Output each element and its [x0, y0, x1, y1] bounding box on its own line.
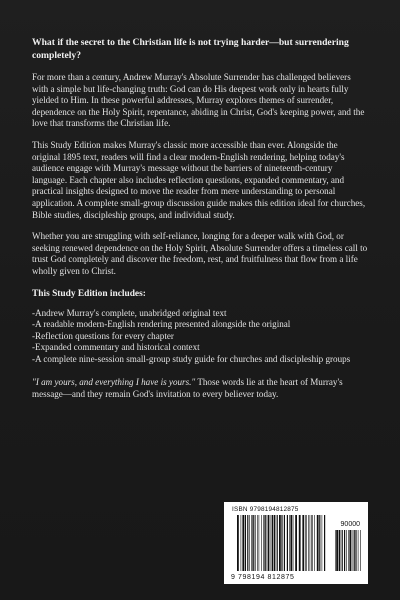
barcode-bar — [311, 515, 312, 571]
barcode-bar — [287, 515, 288, 571]
includes-item: -Reflection questions for every chapter — [32, 330, 174, 341]
barcode-bar — [305, 515, 306, 571]
barcode-bar — [360, 530, 361, 571]
quote-italic: "I am yours, and everything I have is yours." — [32, 377, 196, 388]
barcode-bar — [310, 515, 311, 571]
barcode-bar — [335, 530, 336, 571]
barcode-bar — [263, 515, 264, 571]
barcode-bar — [279, 515, 281, 571]
barcode-icon — [236, 515, 328, 571]
barcode-bar — [265, 515, 266, 571]
barcode-bar — [290, 515, 292, 571]
description-paragraph-2: This Study Edition makes Murray's classic more accessible than ever. Alongside the original 1895 text, readers will find a clear modern-English rendering, helping today's audience engage with Murray's message without the barriers of nineteenth-century language. Each chapter also includes reflection questions, expanded commentary, and practical insights designed to move the reader from mere understanding to personal application. A complete small-group discussion guide makes this edition ideal for churches, Bible studies, discipleship groups, and individual study. — [32, 139, 366, 220]
barcode-bar — [259, 515, 260, 571]
barcode-bar — [342, 530, 343, 571]
barcode-bar — [255, 515, 256, 571]
barcode-bar — [277, 515, 278, 571]
barcode-bar — [349, 530, 351, 571]
barcode-bar — [324, 515, 325, 571]
barcode-bar — [302, 515, 304, 571]
includes-item: -A complete nine-session small-group study guide for churches and discipleship groups — [32, 353, 351, 364]
barcode-bar — [354, 530, 355, 571]
barcode-bar — [299, 515, 301, 571]
barcode-bar — [241, 515, 242, 571]
barcode-bar — [257, 515, 258, 571]
barcode-bar — [251, 515, 252, 571]
barcode-bar — [336, 530, 338, 571]
includes-item: -Andrew Murray's complete, unabridged original text — [32, 307, 227, 318]
barcode-bar — [308, 515, 309, 571]
barcode-bar — [289, 515, 290, 571]
barcode-bar — [339, 530, 341, 571]
barcode-bar — [253, 515, 254, 571]
barcode-bar — [352, 530, 353, 571]
includes-item: -Expanded commentary and historical context — [32, 342, 200, 353]
barcode-bar — [237, 515, 239, 571]
barcode-bar — [247, 515, 248, 571]
barcode-bar — [346, 530, 347, 571]
barcode-bar — [348, 530, 349, 571]
barcode-bar — [319, 515, 320, 571]
barcode-bar — [293, 515, 294, 571]
barcode-bar — [271, 515, 272, 571]
includes-title: This Study Edition includes: — [32, 288, 146, 299]
barcode-bar — [281, 515, 282, 571]
barcode-bar — [317, 515, 319, 571]
closing-quote — [32, 377, 368, 400]
barcode-bar — [245, 515, 246, 571]
barcode-bar — [322, 515, 323, 571]
barcode-bar — [355, 530, 356, 571]
addon-barcode-icon — [334, 530, 362, 571]
description-paragraph-1: For more than a century, Andrew Murray's Absolute Surrender has challenged believers with a simple but life-changing truth: God can do His deepest work only in hearts fully yielded to Him. In these powerful addresses, Murray explores themes of surrender, dependence on the Holy Spirit, repentance, abiding in Christ, God's keeping power, and the love that transforms the Christian life. — [32, 72, 365, 129]
headline: What if the secret to the Christian life is not trying harder—but surrendering completely? — [32, 37, 349, 61]
description-paragraph-3: Whether you are struggling with self-reliance, longing for a deeper walk with God, or seeking renewed dependence on the Holy Spirit, Absolute Surrender offers a timeless call to trust God completely and discover the freedom, rest, and fruitfulness that flow from a life wholly given to Christ. — [32, 231, 368, 276]
barcode-bar — [314, 515, 315, 571]
barcode-bar — [284, 515, 285, 571]
barcode-bar — [242, 515, 244, 571]
barcode-digits: 9 798194 812875 — [231, 574, 295, 581]
includes-list — [32, 308, 368, 366]
barcode-box — [224, 502, 368, 584]
includes-item: -A readable modern-English rendering presented alongside the original — [32, 319, 291, 330]
quote-rest: Those words lie at the heart of Murray's message—and they remain God's invitation to every believer today. — [32, 377, 343, 400]
barcode-bar — [268, 515, 270, 571]
isbn-label: ISBN 9798194812875 — [232, 506, 299, 513]
barcode-bar — [272, 515, 273, 571]
barcode-bar — [274, 515, 276, 571]
barcode-bar — [261, 515, 262, 571]
barcode-bar — [358, 530, 359, 571]
price-code: 90000 — [340, 521, 360, 528]
barcode-bar — [344, 530, 345, 571]
barcode-bar — [295, 515, 297, 571]
barcode-bar — [249, 515, 250, 571]
